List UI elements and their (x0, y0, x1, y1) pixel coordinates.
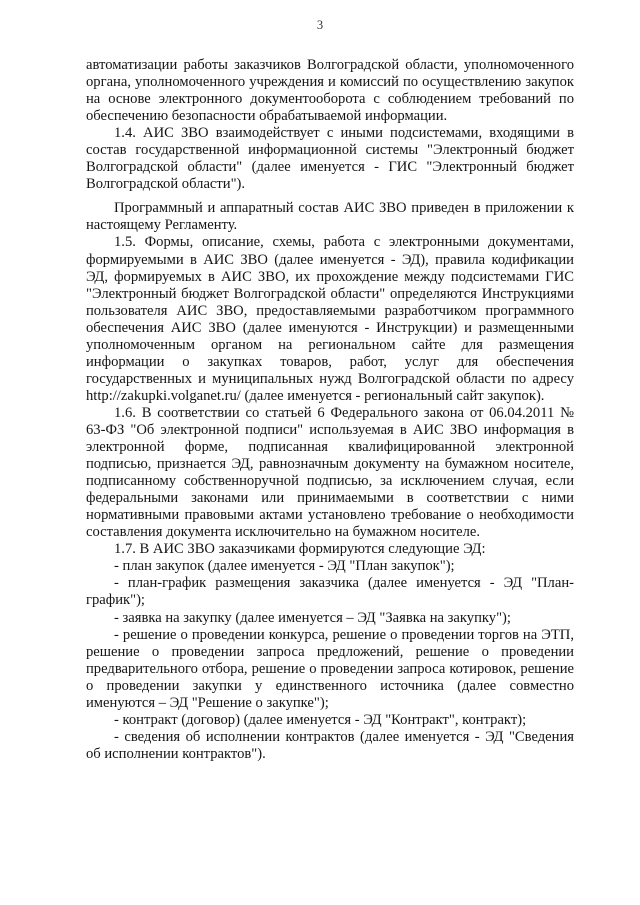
list-item-schedule-plan: - план-график размещения заказчика (далее именуется - ЭД "План-график"); (86, 575, 574, 609)
paragraph-1-6: 1.6. В соответствии со статьей 6 Федерального закона от 06.04.2011 № 63-ФЗ "Об электронной подписи" используемая в АИС ЗВО информация в электронной форме, подписанная квалифицированной электронной подписью, признается ЭД, равнозначным документу на бумажном носителе, подписанному собственноручной подписью, за исключением случая, если федеральными законами или принимаемыми в соответствии с ними нормативными правовыми актами установлено требование о необходимости составления документа исключительно на бумажном носителе. (86, 404, 574, 541)
paragraph-1-5: 1.5. Формы, описание, схемы, работа с электронными документами, формируемыми в АИС ЗВО (далее именуется - ЭД), правила кодификации ЭД, формируемых в АИС ЗВО, их прохождение между подсистемами ГИС "Электронный бюджет Волгоградской области" определяются Инструкциями пользователя АИС ЗВО, предоставляемыми разработчиком программного обеспечения АИС ЗВО (далее именуются - Инструкции) и размещенными уполномоченным органом на региональном сайте для размещения информации о закупках товаров, работ, услуг для обеспечения государственных и муниципальных нужд Волгоградской области по адресу http://zakupki.volganet.ru/ (далее именуется - региональный сайт закупок). (86, 234, 574, 404)
list-item-contract-execution: - сведения об исполнении контрактов (далее именуется - ЭД "Сведения об исполнении контрактов"). (86, 728, 574, 762)
list-item-contract: - контракт (договор) (далее именуется - ЭД "Контракт", контракт); (114, 711, 527, 728)
list-item-procurement-decision: - решение о проведении конкурса, решение о проведении торгов на ЭТП, решение о проведении запроса предложений, решение о проведении предварительного отбора, решение о проведении запроса котировок, решение о проведении закупки у единственного источника (далее совместно именуются – ЭД "Решение о закупке"); (86, 626, 574, 711)
paragraph-1-4: 1.4. АИС ЗВО взаимодействует с иными подсистемами, входящими в состав государственной информационной системы "Электронный бюджет Волгоградской области" (далее именуется - ГИС "Электронный бюджет Волгоградской области"). (86, 125, 574, 193)
list-item-procurement-plan: - план закупок (далее именуется - ЭД "План закупок"); (114, 558, 455, 575)
paragraph-1-7: 1.7. В АИС ЗВО заказчиками формируются следующие ЭД: (114, 541, 486, 558)
paragraph-intro-continuation: автоматизации работы заказчиков Волгоградской области, уполномоченного органа, уполномоченного учреждения и комиссий по осуществлению закупок на основе электронного документооборота с соблюдением требований по обеспечению безопасности обрабатываемой информации. (86, 57, 574, 125)
list-item-procurement-request: - заявка на закупку (далее именуется – ЭД "Заявка на закупку"); (114, 609, 511, 626)
page-number: 3 (316, 18, 324, 32)
paragraph-gap (86, 193, 574, 200)
paragraph-composition: Программный и аппаратный состав АИС ЗВО приведен в приложении к настоящему Регламенту. (86, 200, 574, 234)
document-body (86, 57, 574, 763)
